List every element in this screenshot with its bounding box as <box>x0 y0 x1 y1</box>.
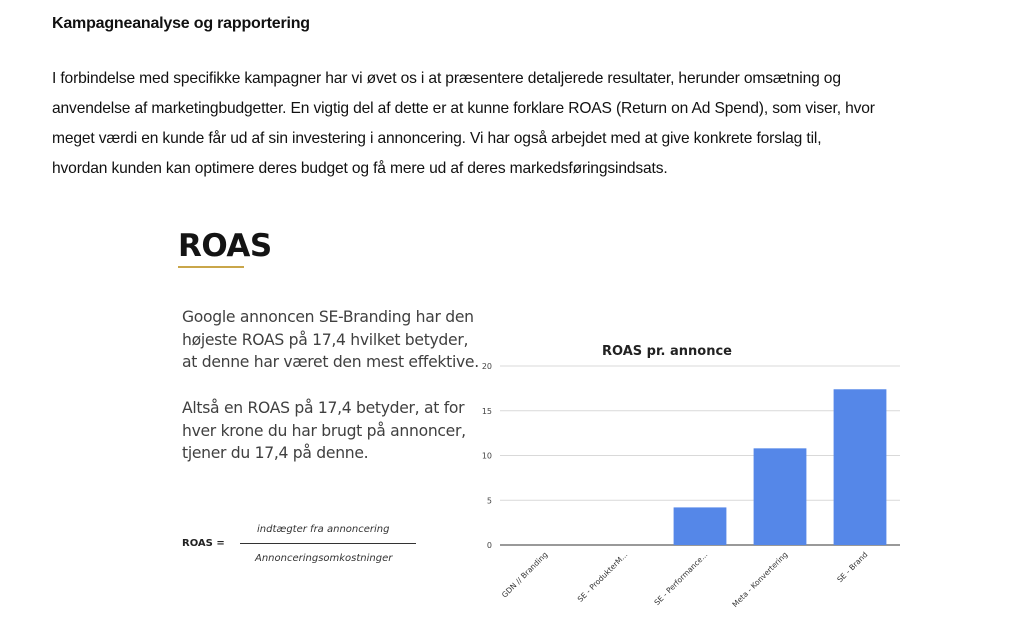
bar <box>754 448 807 545</box>
y-tick-label: 10 <box>481 451 492 461</box>
formula-denominator: Annonceringsomkostninger <box>255 553 393 564</box>
x-tick-label: GDN // Branding <box>499 550 550 600</box>
bar <box>674 507 727 545</box>
x-tick-label: Meta - Konvertering <box>730 550 790 609</box>
explanation-line: højeste ROAS på 17,4 hvilket betyder, <box>182 330 469 349</box>
y-tick-label: 0 <box>486 541 492 550</box>
y-tick-label: 5 <box>486 496 492 506</box>
explanation-line: Google annoncen SE-Branding har den <box>182 308 474 326</box>
paragraph-line: anvendelse af marketingbudgetter. En vigtig del af dette er at kunne forklare ROAS (Return on Ad Spend), som viser, hvor <box>52 100 875 117</box>
y-tick-label: 15 <box>481 406 492 416</box>
explanation-line: hver krone du har brugt på annoncer, <box>182 421 466 440</box>
roas-bar-chart <box>470 330 920 630</box>
title-underline <box>178 266 244 268</box>
explanation-block <box>182 397 482 465</box>
x-tick-label: SE - ProdukterM... <box>575 550 630 604</box>
paragraph-line: hvordan kunden kan optimere deres budget og få mere ud af deres markedsføringsindsats. <box>52 160 668 177</box>
formula-numerator: indtægter fra annoncering <box>257 524 390 535</box>
slide-title: ROAS <box>178 228 272 264</box>
chart-title: ROAS pr. annonce <box>602 344 732 359</box>
section-heading: Kampagneanalyse og rapportering <box>52 15 310 32</box>
explanation-block <box>182 306 482 374</box>
formula-label: ROAS = <box>182 538 225 549</box>
explanation-line: at denne har været den mest effektive. <box>182 353 479 371</box>
paragraph-line: meget værdi en kunde får ud af sin investering i annoncering. Vi har også arbejdet med at give konkrete forslag til, <box>52 130 822 147</box>
x-tick-label: SE - Performance... <box>652 550 710 608</box>
explanation-line: Altså en ROAS på 17,4 betyder, at for <box>182 399 465 417</box>
explanation-line: tjener du 17,4 på denne. <box>182 444 369 462</box>
x-tick-label: SE - Brand <box>835 550 870 585</box>
paragraph-line: I forbindelse med specifikke kampagner har vi øvet os i at præsentere detaljerede resultater, herunder omsætning og <box>52 70 841 87</box>
bar <box>834 389 887 545</box>
y-tick-label: 20 <box>481 362 492 371</box>
formula-fraction-bar <box>240 543 416 544</box>
